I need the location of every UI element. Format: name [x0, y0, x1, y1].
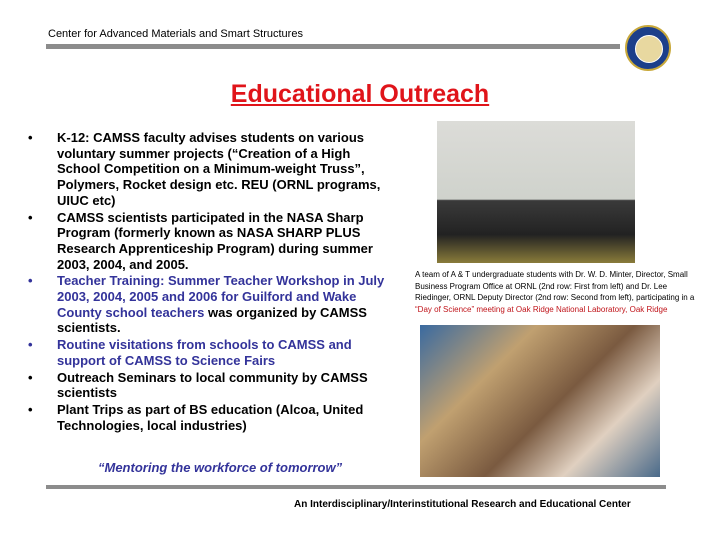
university-seal-logo: [625, 25, 671, 71]
bullet-item: • Routine visitations from schools to CAMSS and support of CAMSS to Science Fairs: [28, 337, 352, 368]
bullet-list: [28, 130, 386, 434]
bullet-item: • K-12: CAMSS faculty advises students on various voluntary summer projects (“Creation of a High School Competition on a Minimum-weight Truss”, Polymers, Rocket design etc. REU (ORNL programs, UIUC etc): [28, 130, 381, 208]
header-org: Center for Advanced Materials and Smart Structures: [48, 28, 303, 40]
photo-caption: A team of A & T undergraduate students with Dr. W. D. Minter, Director, Small Business Program Office at ORNL (2nd row: First from left) and Dr. Lee Riedinger, ORNL Deputy Director (2nd row: Second from left), participating in a “Day of Science” meeting at Oak Ridge National Laboratory, Oak Ridge: [415, 270, 695, 314]
slogan-quote: “Mentoring the workforce of tomorrow”: [98, 460, 343, 475]
slide-title: Educational Outreach: [230, 80, 490, 108]
bullet-item: • Teacher Training: Summer Teacher Workshop in July 2003, 2004, 2005 and 2006 for Guilford and Wake County school teachers was organized by CAMSS scientists.: [28, 273, 385, 336]
bullet-item: • Plant Trips as part of BS education (Alcoa, United Technologies, local industries): [28, 401, 364, 433]
footer-text: An Interdisciplinary/Interinstitutional Research and Educational Center: [294, 499, 631, 510]
group-photo-ornl: [437, 121, 635, 263]
bullet-item: • CAMSS scientists participated in the NASA Sharp Program (formerly known as NASA SHARP PLUS Research Apprenticeship Program) during summer 2003, 2004, and 2005.: [28, 209, 373, 272]
students-photo: [420, 325, 660, 477]
header-rule: [46, 44, 620, 49]
bullet-item: • Outreach Seminars to local community by CAMSS scientists: [28, 369, 368, 401]
footer-rule: [46, 485, 666, 489]
